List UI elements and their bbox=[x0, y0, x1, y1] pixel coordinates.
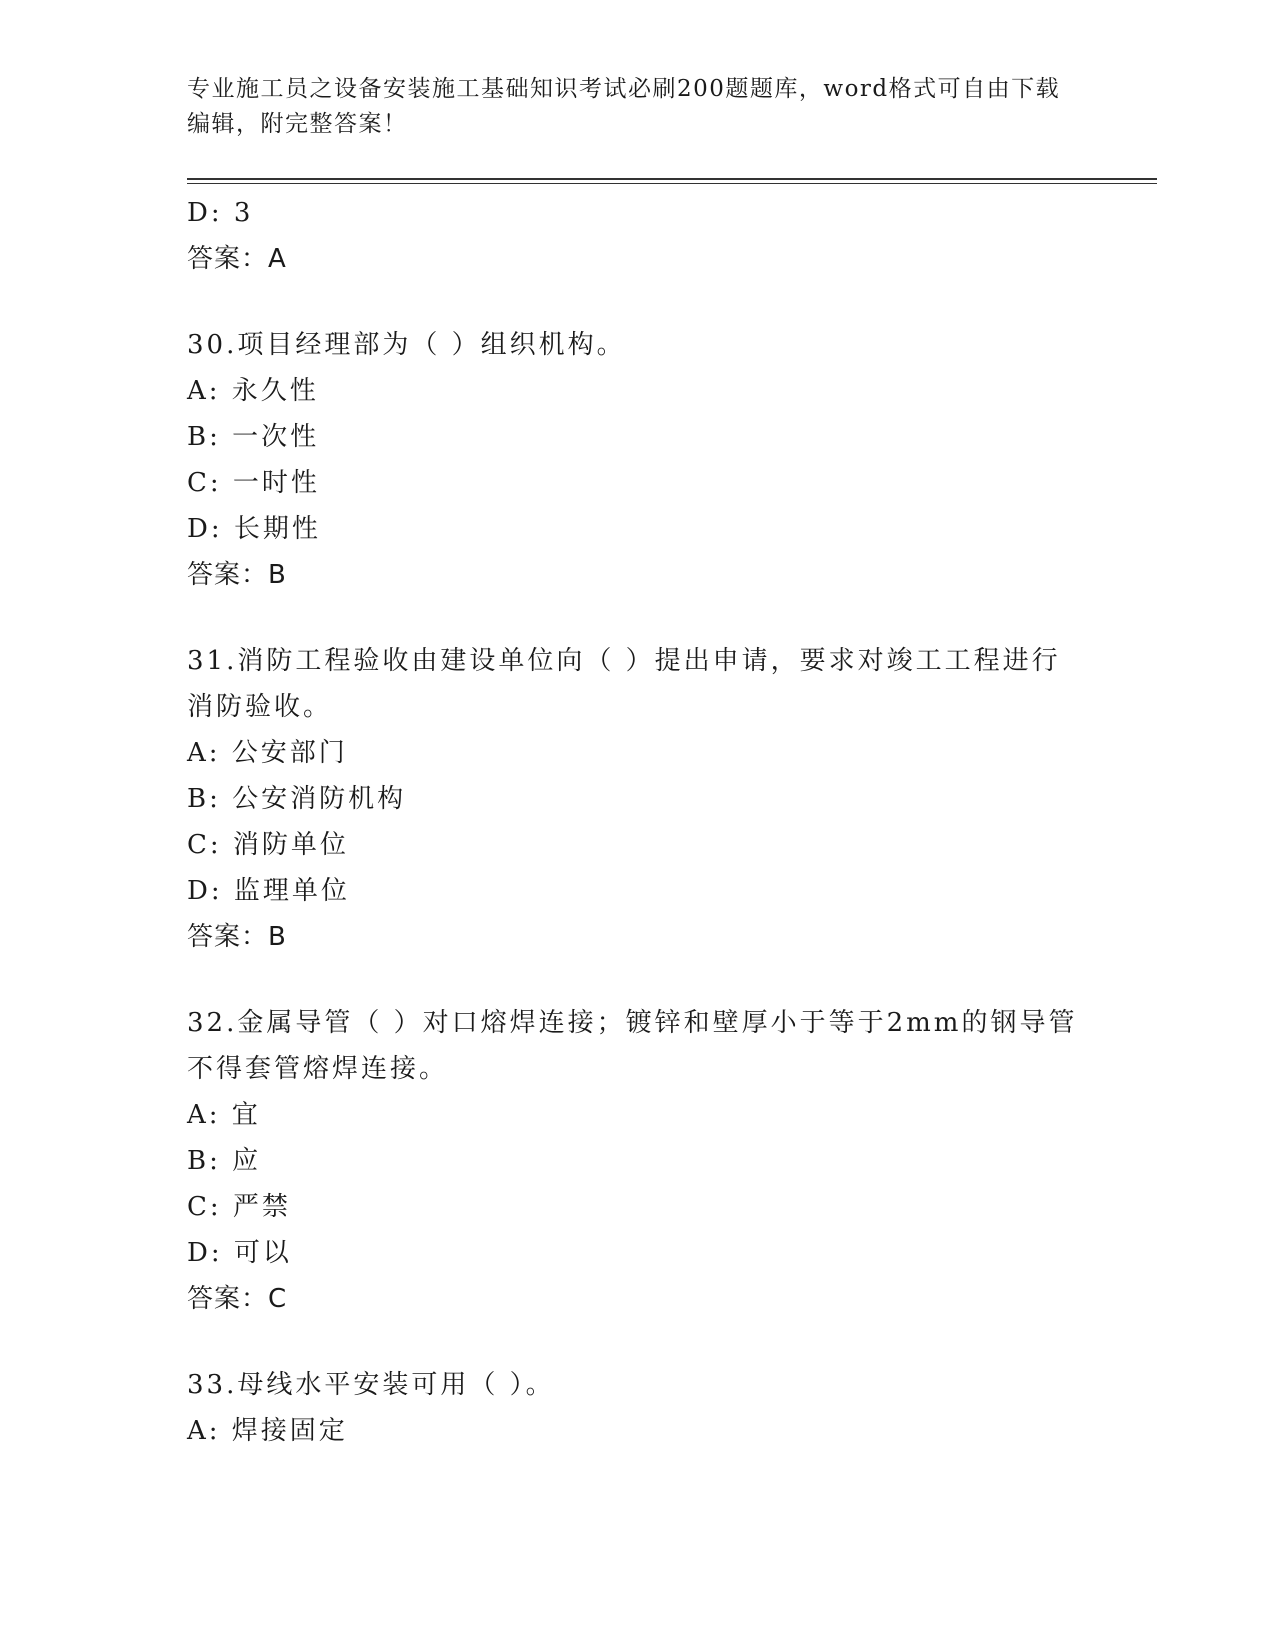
option-a: A: 宜 bbox=[187, 1100, 261, 1130]
question-31 bbox=[187, 638, 1087, 960]
question-stem: 33.母线水平安装可用（ ）。 bbox=[187, 1370, 555, 1400]
option-a: A: 焊接固定 bbox=[187, 1416, 348, 1446]
question-stem: 31.消防工程验收由建设单位向（ ）提出申请，要求对竣工工程进行 bbox=[187, 646, 1061, 676]
option-d: D: 可以 bbox=[187, 1238, 292, 1268]
question-32 bbox=[187, 1000, 1087, 1322]
answer-line: 答案：B bbox=[187, 922, 287, 952]
answer-line: 答案：C bbox=[187, 1284, 288, 1314]
question-33 bbox=[187, 1362, 1087, 1454]
option-d: D: 长期性 bbox=[187, 514, 321, 544]
header-divider bbox=[187, 178, 1157, 184]
question-list bbox=[187, 190, 1087, 1454]
option-b: B: 应 bbox=[187, 1146, 262, 1176]
header-title-line-2: 编辑，附完整答案！ bbox=[187, 111, 408, 137]
previous-question-tail bbox=[187, 190, 1087, 282]
question-stem: 30.项目经理部为（ ）组织机构。 bbox=[187, 330, 626, 360]
question-stem-continued: 消防验收。 bbox=[187, 692, 333, 722]
document-header bbox=[187, 72, 1087, 142]
option-c: C: 一时性 bbox=[187, 468, 320, 498]
option-a: A: 公安部门 bbox=[187, 738, 348, 768]
answer-line: 答案：B bbox=[187, 560, 287, 590]
option-d: D: 监理单位 bbox=[187, 876, 350, 906]
question-stem-continued: 不得套管熔焊连接。 bbox=[187, 1054, 449, 1084]
header-title-line-1: 专业施工员之设备安装施工基础知识考试必刷200题题库，word格式可自由下载 bbox=[187, 76, 1061, 102]
option-c: C: 严禁 bbox=[187, 1192, 291, 1222]
option-a: A: 永久性 bbox=[187, 376, 319, 406]
option-c: C: 消防单位 bbox=[187, 830, 349, 860]
option-d: D: 3 bbox=[187, 198, 254, 228]
question-30 bbox=[187, 322, 1087, 598]
option-b: B: 公安消防机构 bbox=[187, 784, 407, 814]
answer-line: 答案：A bbox=[187, 244, 287, 274]
question-stem: 32.金属导管（ ）对口熔焊连接；镀锌和壁厚小于等于2mm的钢导管 bbox=[187, 1008, 1078, 1038]
option-b: B: 一次性 bbox=[187, 422, 320, 452]
